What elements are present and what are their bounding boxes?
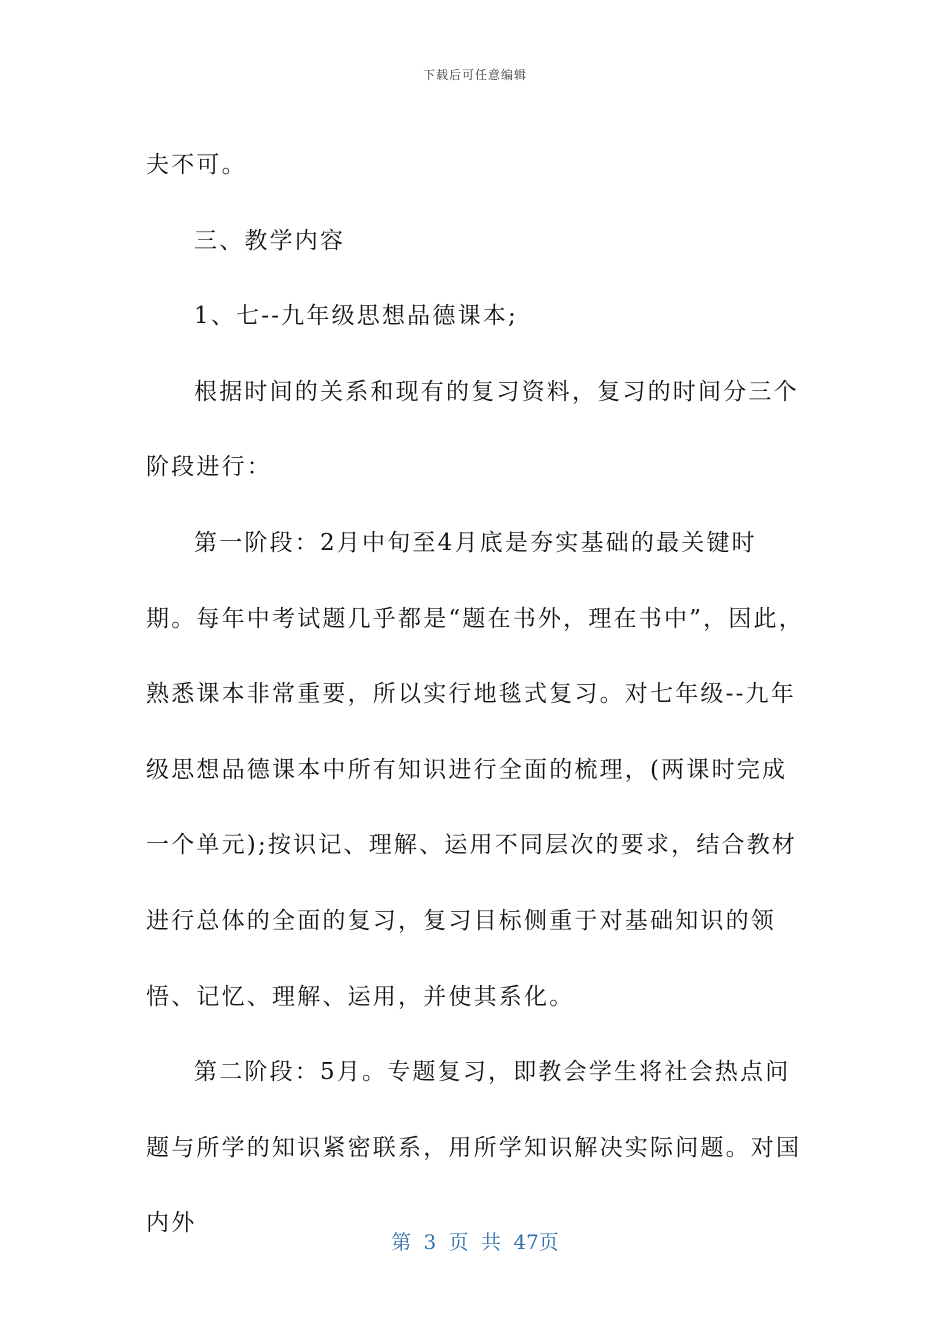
- paragraph-continuation: 夫不可。: [146, 152, 247, 178]
- list-item: 1、七--九年级思想品德课本;: [194, 303, 518, 330]
- paragraph-stage-one: 第一阶段：2月中旬至4月底是夯实基础的最关键时期。每年中考试题几乎都是“题在书外，理在书中”，因此，熟悉课本非常重要，所以实行地毯式复习。对七年级--九年级思想品德课本中所有知识进行全面的梳理，(两课时完成一个单元);按识记、理解、运用不同层次的要求，结合教材进行总体的全面的复习，复习目标侧重于对基础知识的领悟、记忆、理解、运用，并使其系化。: [146, 529, 804, 1010]
- page-number-footer: 第 3 页 共 47页: [391, 1230, 559, 1254]
- paragraph-stage-two: 第二阶段：5月。专题复习，即教会学生将社会热点问题与所学的知识紧密联系，用所学知识解决实际问题。对国内外: [146, 1059, 802, 1237]
- page-header-note: 下载后可任意编辑: [422, 68, 527, 82]
- paragraph: 根据时间的关系和现有的复习资料，复习的时间分三个阶段进行：: [146, 378, 799, 481]
- document-body: [146, 128, 806, 1262]
- section-heading: 三、教学内容: [194, 227, 346, 254]
